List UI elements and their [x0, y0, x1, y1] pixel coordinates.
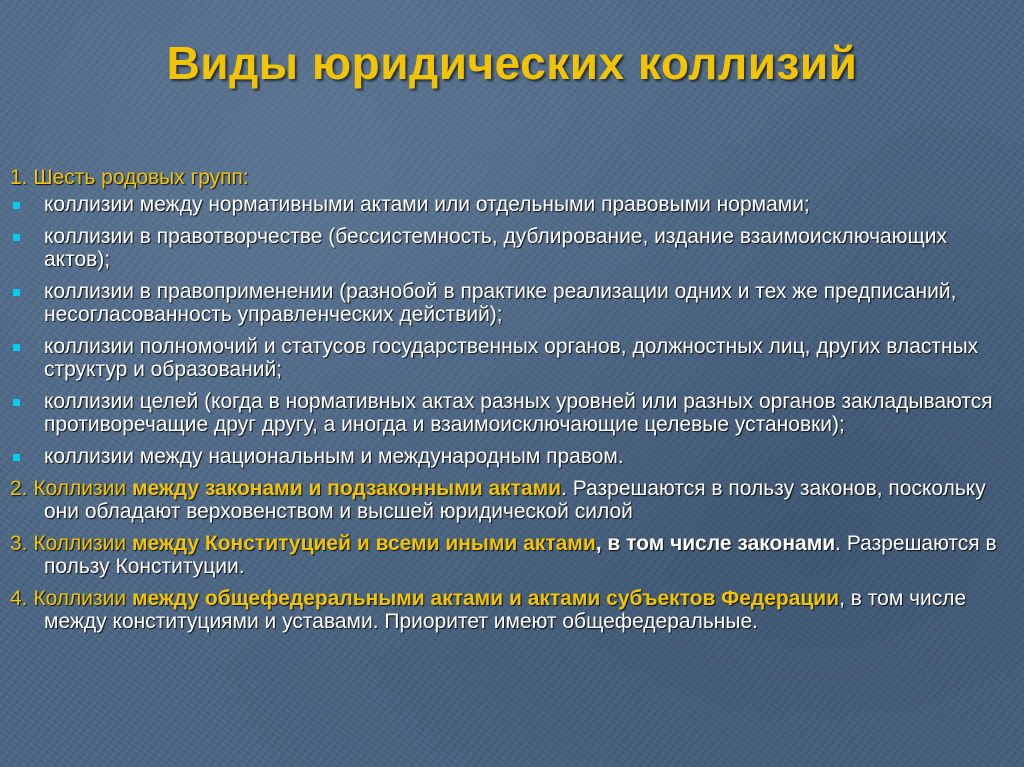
- item-2: [10, 477, 1010, 523]
- slide-body: [10, 166, 1010, 642]
- square-bullet-icon: [13, 454, 20, 461]
- item-2-emphasis: между законами и подзаконными актами: [131, 477, 562, 500]
- square-bullet-icon: [13, 344, 20, 351]
- square-bullet-icon: [13, 289, 20, 296]
- list-item-text: коллизии целей (когда в нормативных актах разных уровней или разных органов закладываются противоречащие друг другу, а иногда и взаимоисключающие целевые установки);: [44, 390, 993, 436]
- square-bullet-icon: [13, 202, 20, 209]
- item-3: [10, 532, 1010, 578]
- item-4-number: 4. Коллизии: [10, 587, 132, 610]
- item-3-number: 3. Коллизии: [10, 532, 132, 555]
- item-2-text: . Разрешаются в пользу законов, поскольку они обладают верховенством и высшей юридической силой: [44, 477, 986, 523]
- square-bullet-icon: [13, 399, 20, 406]
- list-item: [10, 280, 1010, 326]
- list-item: [10, 193, 1010, 216]
- item-3-emphasis: между Конституцией и всеми иными актами: [131, 532, 596, 555]
- item-3-bold-text: , в том числе законами: [595, 532, 836, 555]
- list-item-text: коллизии полномочий и статусов государственных органов, должностных лиц, других властных структур и образований;: [44, 335, 979, 381]
- item-3-text: . Разрешаются в пользу Конституции.: [44, 532, 997, 578]
- list-item-text: коллизии в правоприменении (разнобой в практике реализации одних и тех же предписаний, несогласованность управленческих действий);: [44, 280, 957, 326]
- slide-title: Виды юридических коллизий: [166, 37, 858, 89]
- item-4: [10, 587, 1010, 633]
- square-bullet-icon: [13, 234, 20, 241]
- item-4-text: , в том числе между конституциями и уставами. Приоритет имеют общефедеральные.: [44, 587, 967, 633]
- list-item: [10, 225, 1010, 271]
- list-item: [10, 445, 1010, 468]
- list-item-text: коллизии между национальным и международным правом.: [44, 445, 624, 468]
- list-item-text: коллизии между нормативными актами или отдельными правовыми нормами;: [44, 193, 810, 216]
- list-item: [10, 390, 1010, 436]
- item-4-emphasis: между общефедеральными актами и актами субъектов Федерации: [131, 587, 840, 610]
- group-heading: 1. Шесть родовых групп:: [10, 166, 249, 189]
- list-item-text: коллизии в правотворчестве (бессистемность, дублирование, издание взаимоисключающих актов);: [44, 225, 947, 271]
- item-2-number: 2. Коллизии: [10, 477, 132, 500]
- list-item: [10, 335, 1010, 381]
